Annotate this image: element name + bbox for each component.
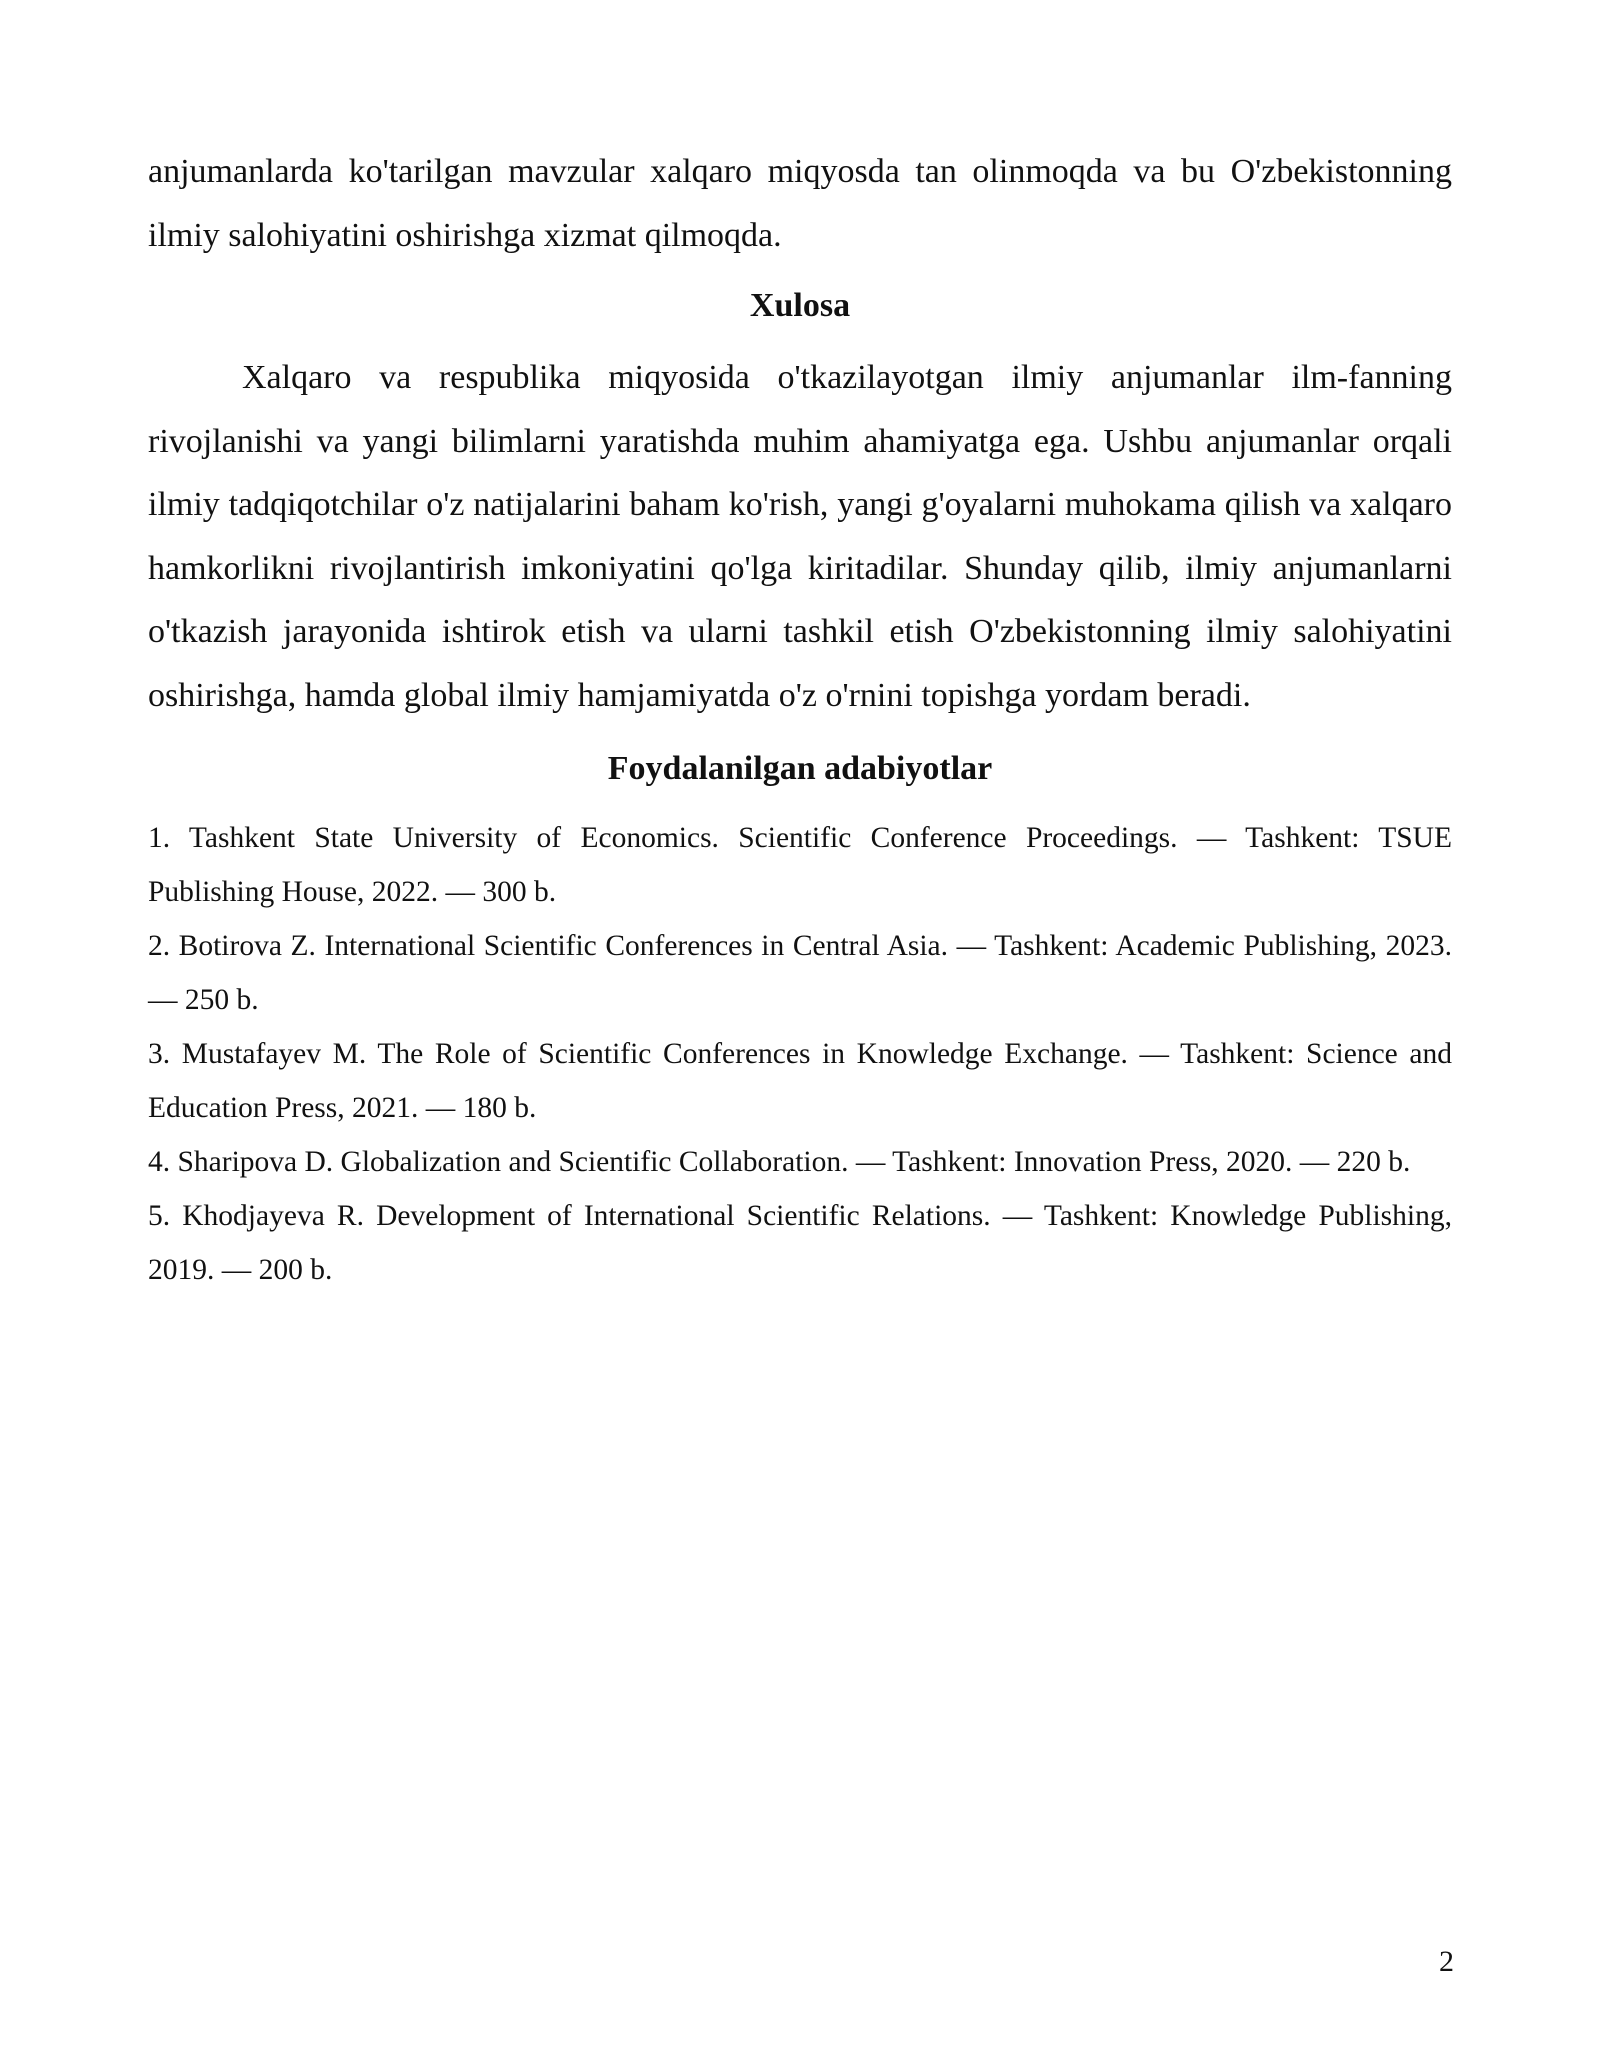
document-page [148,140,1452,1297]
reference-item: 5. Khodjayeva R. Development of International Scientific Relations. — Tashkent: Knowledge Publishing, 2019. — 200 b. [148,1200,1452,1286]
reference-item: 1. Tashkent State University of Economics. Scientific Conference Proceedings. — Tashkent: TSUE Publishing House, 2022. — 300 b. [148,822,1452,908]
reference-item: 4. Sharipova D. Globalization and Scientific Collaboration. — Tashkent: Innovation Press, 2020. — 220 b. [148,1146,1411,1178]
reference-item: 2. Botirova Z. International Scientific Conferences in Central Asia. — Tashkent: Academic Publishing, 2023. — 250 b. [148,930,1452,1016]
references-heading: Foydalanilgan adabiyotlar [607,750,993,787]
conclusion-paragraph: Xalqaro va respublika miqyosida o'tkazilayotgan ilmiy anjumanlar ilm-fanning rivojlanishi va yangi bilimlarni yaratishda muhim ahamiyatga ega. Ushbu anjumanlar orqali ilmiy tadqiqotchilar o'z natijalarini baham ko'rish, yangi g'oyalarni muhokama qilish va xalqaro hamkorlikni rivojlantirish imkoniyatini qo'lga kiritadilar. Shunday qilib, ilmiy anjumanlarni o'tkazish jarayonida ishtirok etish va ularni tashkil etish O'zbekistonning ilmiy salohiyatini oshirishga, hamda global ilmiy hamjamiyatda o'z o'rnini topishga yordam beradi. [148,359,1452,714]
page-number: 2 [1439,1945,1454,1978]
reference-item: 3. Mustafayev M. The Role of Scientific Conferences in Knowledge Exchange. — Tashkent: Science and Education Press, 2021. — 180 b. [148,1038,1452,1124]
conclusion-heading: Xulosa [749,287,851,324]
references-list [148,811,1452,1297]
intro-paragraph: anjumanlarda ko'tarilgan mavzular xalqaro miqyosda tan olinmoqda va bu O'zbekistonning ilmiy salohiyatini oshirishga xizmat qilmoqda. [148,153,1452,254]
